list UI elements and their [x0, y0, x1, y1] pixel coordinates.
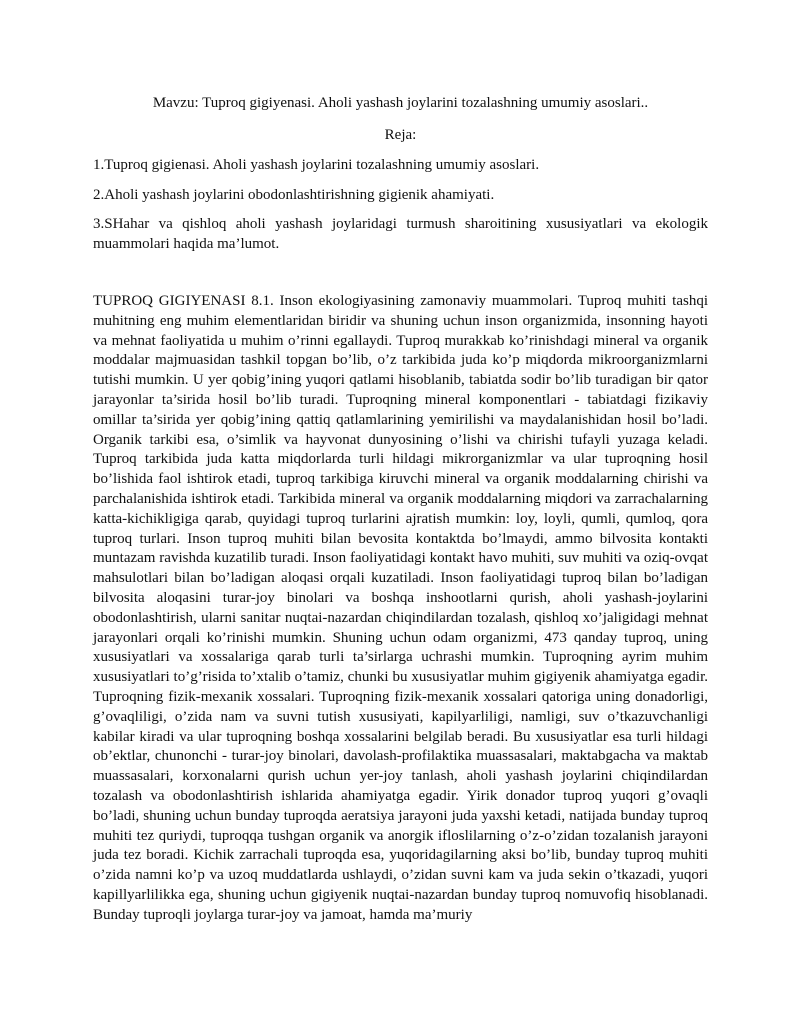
plan-item-3: 3.SHahar va qishloq aholi yashash joylaridagi turmush sharoitining xususiyatlari va ekologik muammolari haqida ma’lumot.: [93, 216, 708, 252]
document-title: Mavzu: Tuproq gigiyenasi. Aholi yashash joylarini tozalashning umumiy asoslari..: [152, 95, 649, 111]
body-paragraph: TUPROQ GIGIYENASI 8.1. Inson ekologiyasining zamonaviy muammolari. Tuproq muhiti tashqi muhitning eng muhim elementlaridan biridir va shuning uchun inson organizmida, insonning hayoti va mehnat faoliyatida u muhim o’rinni egallaydi. Tuproq murakkab ko’rinishdagi mineral va organik moddalar majmuasidan tashkil topgan bo’lib, o’z tarkibida juda ko’p miqdorda mikroorganizmlarni tutishi mumkin. U yer qobig’ining yuqori qatlami hisoblanib, tabiatda sodir bo’lib turadigan bir qator jarayonlar ta’sirida hosil bo’lib turadi. Tuproqning mineral komponentlari - tabiatdagi fizikaviy omillar ta’sirida yer qobig’ining qattiq qatlamlarining yemirilishi va maydalanishidan hosil bo’ladi. Organik tarkibi esa, o’simlik va hayvonat dunyosining o’lishi va chirishi tufayli yuzaga keladi. Tuproq tarkibida juda katta miqdorlarda turli hildagi mikrorganizmlar va ular tuproqning hosil bo’lishida faol ishtirok etadi, tuproq tarkibiga kiruvchi mineral va organik moddalarning chirishi va parchalanishida ishtirok etadi. Tarkibida mineral va organik moddalarning miqdori va zarrachalarning katta-kichikligiga qarab, quyidagi tuproq turlarini ajratish mumkin: loy, loyli, qumli, qumloq, qora tuproq turlari. Inson tuproq muhiti bilan bevosita kontaktda bo’lmaydi, ammo bilvosita kontakti muntazam ravishda kuzatilib turadi. Inson faoliyatidagi kontakt havo muhiti, suv muhiti va oziq-ovqat mahsulotlari bilan bo’ladigan aloqasi orqali kuzatiladi. Inson faoliyatidagi tuproq bilan bo’ladigan bilvosita aloqasini turar-joy binolari va boshqa inshootlarni qurish, aholi yashash-joylarini obodonlashtirish, ularni sanitar nuqtai-nazardan chiqindilardan tozalash, qishloq xo’jaligidagi mehnat jarayonlari orqali ko’rinishi mumkin. Shuning uchun odam organizmi, 473 qanday tuproq, uning xususiyatlari va xossalariga qarab turli ta’sirlarga uchrashi mumkin. Tuproqning ayrim muhim xususiyatlari to’g’risida to’xtalib o’tamiz, chunki bu xususiyatlar muhim gigiyenik ahamiyatga egadir. Tuproqning fizik-mexanik xossalari. Tuproqning fizik-mexanik xossalari qatoriga uning donadorligi, g’ovaqliligi, o’zida nam va suvni tutish xususiyati, kapilyarliligi, namligi, suv o’tkazuvchanligi kabilar kiradi va ular tuproqning boshqa xossalarini belgilab beradi. Bu xususiyatlar esa turli hildagi ob’ektlar, chunonchi - turar-joy binolari, davolash-profilaktika muassasalari, maktabgacha va maktab muassasalari, korxonalarni qurish uchun yer-joy tanlash, aholi yashash joylarini chiqindilardan tozalash va obodonlashtirish ishlarida ahamiyatga egadir. Yirik donador tuproq yuqori g’ovaqli bo’ladi, shuning uchun bunday tuproqda aeratsiya jarayoni juda yaxshi ketadi, natijada bunday tuproq muhiti tez quriydi, tuproqqa tushgan organik va anorgik ifloslilarning o’z-o’zidan tozalanish jarayoni juda tez boradi. Kichik zarrachali tuproqda esa, yuqoridagilarning aksi bo’lib, bunday tuproq muhiti o’zida namni ko’p va uzoq muddatlarda ushlaydi, o’zidan suvni kam va juda sekin o’tkazadi, yuqori kapillyarlilikka ega, shuning uchun gigiyenik nuqtai-nazardan bunday tuproq nomuvofiq hisoblanadi. Bunday tuproqli joylarga turar-joy va jamoat, hamda ma’muriy: [93, 293, 708, 923]
plan-item-2: 2.Aholi yashash joylarini obodonlashtirishning gigienik ahamiyati.: [93, 186, 495, 203]
plan-list: [93, 156, 708, 264]
plan-item-1: 1.Tuproq gigienasi. Aholi yashash joylarini tozalashning umumiy asoslari.: [93, 157, 540, 173]
plan-heading: Reja:: [384, 127, 417, 143]
